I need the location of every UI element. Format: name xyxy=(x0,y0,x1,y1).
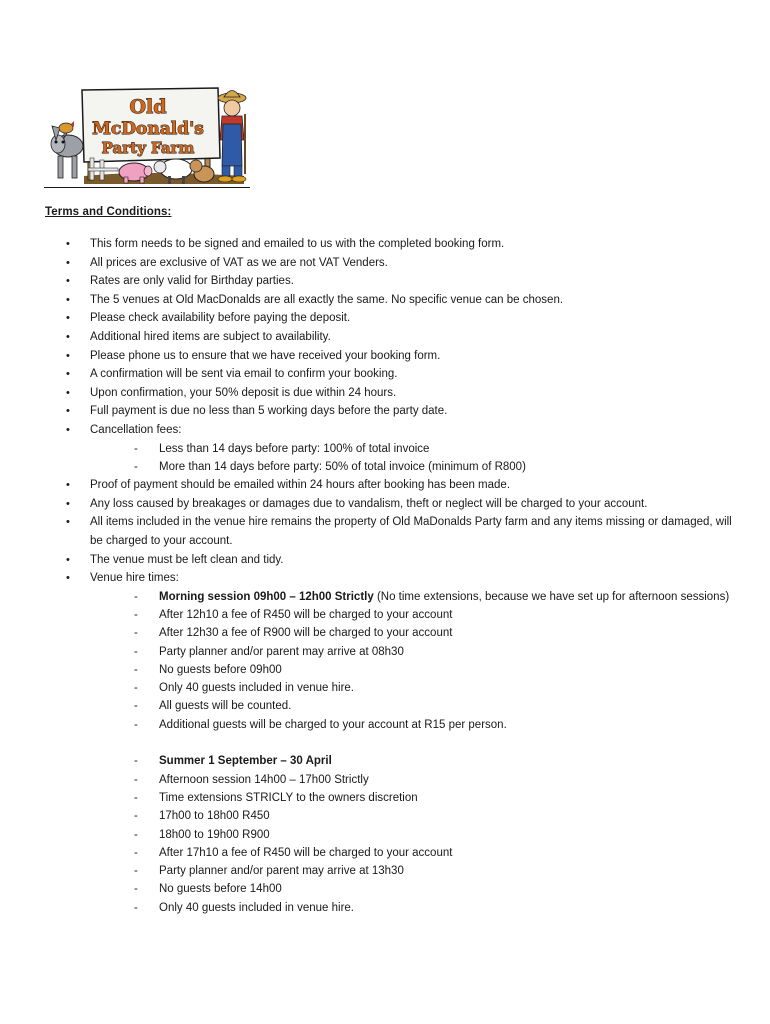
dash-text: No guests before 14h00 xyxy=(159,883,282,896)
dash-item xyxy=(66,458,736,476)
bullet-icon: • xyxy=(66,312,70,325)
bullet-item xyxy=(66,328,736,347)
dash-item xyxy=(66,826,736,844)
bullet-icon: • xyxy=(66,256,70,269)
dash-item xyxy=(66,880,736,898)
dash-icon: - xyxy=(134,846,138,859)
dash-text xyxy=(159,752,736,770)
dash-icon: - xyxy=(134,755,138,768)
section-spacer xyxy=(66,734,736,752)
dash-icon: - xyxy=(134,460,138,473)
bullet-item xyxy=(66,254,736,273)
bullet-text: Additional hired items are subject to availability. xyxy=(90,330,331,343)
bullet-text: Proof of payment should be emailed within 24 hours after booking has been made. xyxy=(90,479,511,492)
dash-icon: - xyxy=(134,608,138,621)
dash-icon: - xyxy=(134,682,138,695)
bullet-icon: • xyxy=(66,553,70,566)
dash-text-bold: Summer 1 September – 30 April xyxy=(159,755,332,768)
dash-icon: - xyxy=(134,663,138,676)
dash-item xyxy=(66,624,736,642)
bullet-item xyxy=(66,365,736,384)
bullet-item xyxy=(66,384,736,403)
bullet-icon: • xyxy=(66,479,70,492)
bullet-item xyxy=(66,347,736,366)
dash-text: After 12h30 a fee of R900 will be charged to your account xyxy=(159,627,453,640)
bullet-item xyxy=(66,513,736,550)
dash-icon: - xyxy=(134,590,138,603)
dash-text: Morning session 09h00 – 12h00 Strictly (No time extensions, because we have set up for afternoon sessions) xyxy=(159,590,730,603)
dash-item xyxy=(66,899,736,917)
dash-item xyxy=(66,679,736,697)
dash-text: Party planner and/or parent may arrive at 08h30 xyxy=(159,645,404,658)
bullet-text: Upon confirmation, your 50% deposit is due within 24 hours. xyxy=(90,386,397,399)
dash-item xyxy=(66,606,736,624)
dash-text: Less than 14 days before party: 100% of total invoice xyxy=(159,442,430,455)
bullet-item xyxy=(66,551,736,570)
dash-item xyxy=(66,697,736,715)
dash-text: All guests will be counted. xyxy=(159,700,292,713)
bullet-icon: • xyxy=(66,572,70,585)
bullet-item xyxy=(66,476,736,495)
dash-item xyxy=(66,807,736,825)
dash-icon: - xyxy=(134,810,138,823)
logo-text-mcdonalds: McDonald's xyxy=(92,119,204,139)
dash-text: 18h00 to 19h00 R900 xyxy=(159,828,270,841)
dash-text-bold: Morning session 09h00 – 12h00 Strictly xyxy=(159,590,374,603)
party-farm-logo xyxy=(44,84,250,188)
bullet-text: All items included in the venue hire remains the property of Old MaDonalds Party farm and any items missing or damaged, will be charged to your account. xyxy=(90,516,732,547)
bullet-icon: • xyxy=(66,516,70,529)
bullet-icon: • xyxy=(66,368,70,381)
bullet-icon: • xyxy=(66,275,70,288)
bullet-text: The venue must be left clean and tidy. xyxy=(90,553,284,566)
dash-text: Afternoon session 14h00 – 17h00 Strictly xyxy=(159,773,369,786)
terms-list xyxy=(66,235,736,917)
dash-text: No guests before 09h00 xyxy=(159,663,282,676)
dash-icon: - xyxy=(134,645,138,658)
dash-text: More than 14 days before party: 50% of total invoice (minimum of R800) xyxy=(159,460,526,473)
dash-text: 17h00 to 18h00 R450 xyxy=(159,810,270,823)
bullet-text: The 5 venues at Old MacDonalds are all exactly the same. No specific venue can be chosen. xyxy=(90,293,564,306)
dash-text: Only 40 guests included in venue hire. xyxy=(159,682,354,695)
bullet-icon: • xyxy=(66,405,70,418)
bullet-icon: • xyxy=(66,386,70,399)
dash-text: After 12h10 a fee of R450 will be charged to your account xyxy=(159,608,453,621)
dash-text: Time extensions STRICLY to the owners discretion xyxy=(159,791,418,804)
dash-text: After 17h10 a fee of R450 will be charged to your account xyxy=(159,846,453,859)
bullet-item xyxy=(66,495,736,514)
bullet-text: Full payment is due no less than 5 working days before the party date. xyxy=(90,405,448,418)
bullet-item xyxy=(66,569,736,588)
dash-icon: - xyxy=(134,791,138,804)
dash-item xyxy=(66,789,736,807)
dash-item xyxy=(66,752,736,770)
bullet-text: Venue hire times: xyxy=(90,572,179,585)
dash-item xyxy=(66,588,736,606)
bullet-item xyxy=(66,235,736,254)
bullet-item xyxy=(66,402,736,421)
bullet-text: All prices are exclusive of VAT as we are not VAT Venders. xyxy=(90,256,388,269)
dash-icon: - xyxy=(134,773,138,786)
dash-icon: - xyxy=(134,865,138,878)
terms-heading: Terms and Conditions: xyxy=(45,206,172,218)
bullet-icon: • xyxy=(66,423,70,436)
dash-item xyxy=(66,661,736,679)
bullet-text: This form needs to be signed and emailed to us with the completed booking form. xyxy=(90,238,505,250)
bullet-item xyxy=(66,309,736,328)
dash-icon: - xyxy=(134,883,138,896)
dash-item xyxy=(66,771,736,789)
dash-item xyxy=(66,440,736,458)
bullet-icon: • xyxy=(66,497,70,510)
dash-icon: - xyxy=(134,828,138,841)
bullet-text: Please check availability before paying the deposit. xyxy=(90,312,351,325)
bullet-text: Rates are only valid for Birthday parties. xyxy=(90,275,294,288)
bullet-icon: • xyxy=(66,349,70,362)
bullet-item xyxy=(66,291,736,310)
bullet-item xyxy=(66,272,736,291)
bullet-text: Any loss caused by breakages or damages due to vandalism, theft or neglect will be charged to your account. xyxy=(90,497,648,510)
dash-text: Additional guests will be charged to your account at R15 per person. xyxy=(159,718,507,731)
bullet-icon: • xyxy=(66,238,70,250)
dash-icon: - xyxy=(134,901,138,914)
dash-item xyxy=(66,716,736,734)
bullet-text: Please phone us to ensure that we have received your booking form. xyxy=(90,349,441,362)
dash-item xyxy=(66,844,736,862)
bullet-icon: • xyxy=(66,330,70,343)
dash-text: Party planner and/or parent may arrive at 13h30 xyxy=(159,865,404,878)
logo-underline xyxy=(44,187,250,188)
dash-icon: - xyxy=(134,718,138,731)
bullet-text: A confirmation will be sent via email to confirm your booking. xyxy=(90,368,398,381)
dash-text: Only 40 guests included in venue hire. xyxy=(159,901,354,914)
logo-text-party-farm: Party Farm xyxy=(101,139,195,157)
bullet-item xyxy=(66,421,736,440)
dash-item xyxy=(66,643,736,661)
dash-icon: - xyxy=(134,700,138,713)
dash-item xyxy=(66,862,736,880)
logo-text-old: Old xyxy=(129,96,167,118)
bullet-icon: • xyxy=(66,293,70,306)
dash-icon: - xyxy=(134,627,138,640)
bullet-text: Cancellation fees: xyxy=(90,423,182,436)
dash-icon: - xyxy=(134,442,138,455)
logo-illustration xyxy=(44,84,250,188)
